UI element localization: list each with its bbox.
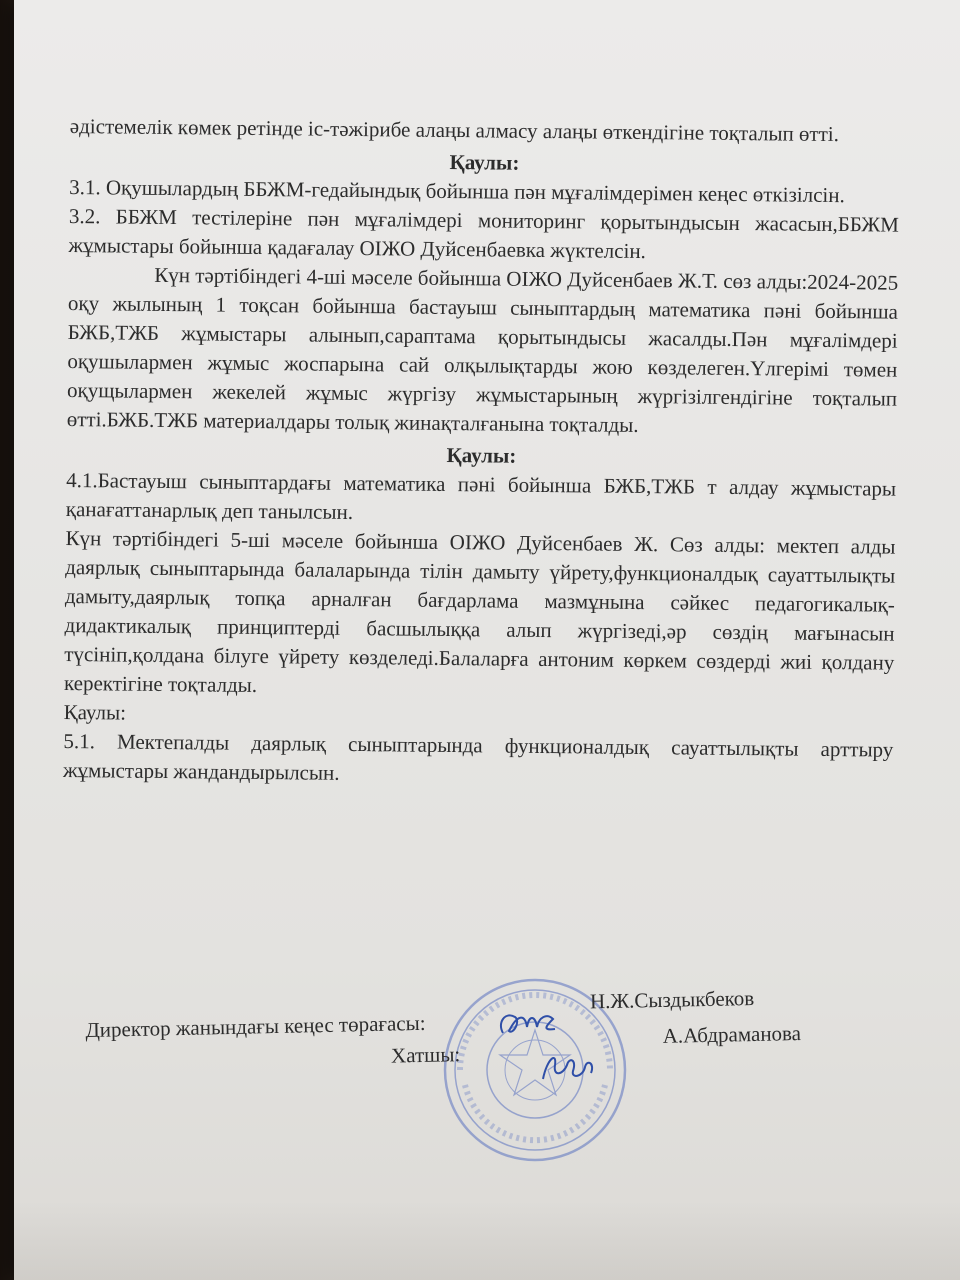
agenda-item-5: Күн тәртібіндегі 5-ші мәселе бойынша ОІЖО Дуйсенбаев Ж. Сөз алды: мектеп алды даярлық сыныптарында балаларында тілін дамыту үйрету,функционалдық сауаттылықты дамыту,даярлық топқа арналған бағдарлама мазмұнына сәйкес педагогикалық-дидактикалық принциптерді басшылыққа алып жүргізеді,әр сөздің мағынасын түсініп,қолдана білуге үйрету көзделеді.Балаларға антоним көркем сөздерді жиі қолдану керектігіне тоқталды.: [63, 525, 896, 697]
resolution-item-3-1: 3.1. Оқушылардың ББЖМ-гедайындық бойынша пән мұғалімдерімен кеңес өткізілсін.: [69, 174, 845, 208]
resolution-item-3-2: 3.2. ББЖМ тестілеріне пән мұғалімдері мониторинг қорытындысын жасасын,ББЖМ жұмыстары бойынша қадағалау ОІЖО Дуйсенбаевка жүктелсін.: [68, 203, 899, 264]
agenda-item-4: Күн тәртібіндегі 4-ші мәселе бойынша ОІЖО Дуйсенбаев Ж.Т. сөз алды:2024-2025 оқу жылының 1 тоқсан бойынша бастауыш сыныптардың математика пәні бойынша БЖБ,ТЖБ жұмыстары алынып,сараптама қорытындысы жасалды.Пән мұғалімдері оқушылармен жұмыс жоспарына сай олқылықтарды жою көзделеген.Үлгерімі төмен оқущылармен жекелей жұмыс жүргізу жұмыстарының жүргізілгендігіне тоқталып өтті.БЖБ.ТЖБ материалдары толық жинақталғанына тоқталды.: [66, 262, 899, 437]
resolution-heading-2: Қаулы:: [446, 442, 517, 468]
chair-name: Н.Ж.Сыздыкбеков: [589, 985, 755, 1014]
chair-label: Директор жанындағы кеңес төрағасы:: [85, 1010, 426, 1042]
document-body: [63, 112, 900, 794]
paragraph-intro: әдістемелік көмек ретінде іс-тәжірибе алаңы алмасу алаңы өткендігіне тоқталып өтті.: [69, 113, 840, 147]
resolution-heading-3: Қаулы:: [63, 699, 127, 725]
resolution-item-4-1: 4.1.Бастауыш сыныптардағы математика пәні бойынша БЖБ,ТЖБ т алдау жұмыстары қанағаттанарлық деп танылсын.: [65, 467, 897, 524]
secretary-label: Хатшы:: [390, 1042, 461, 1068]
signature-block: [85, 985, 847, 1110]
resolution-heading-1: Қаулы:: [449, 149, 520, 175]
page-shading: [14, 1200, 960, 1280]
secretary-name: А.Абдраманова: [662, 1021, 802, 1048]
resolution-item-5-1: 5.1. Мектепалды даярлық сыныптарында функционалдық сауаттылықты арттыру жұмыстары жандандырылсын.: [62, 728, 894, 785]
